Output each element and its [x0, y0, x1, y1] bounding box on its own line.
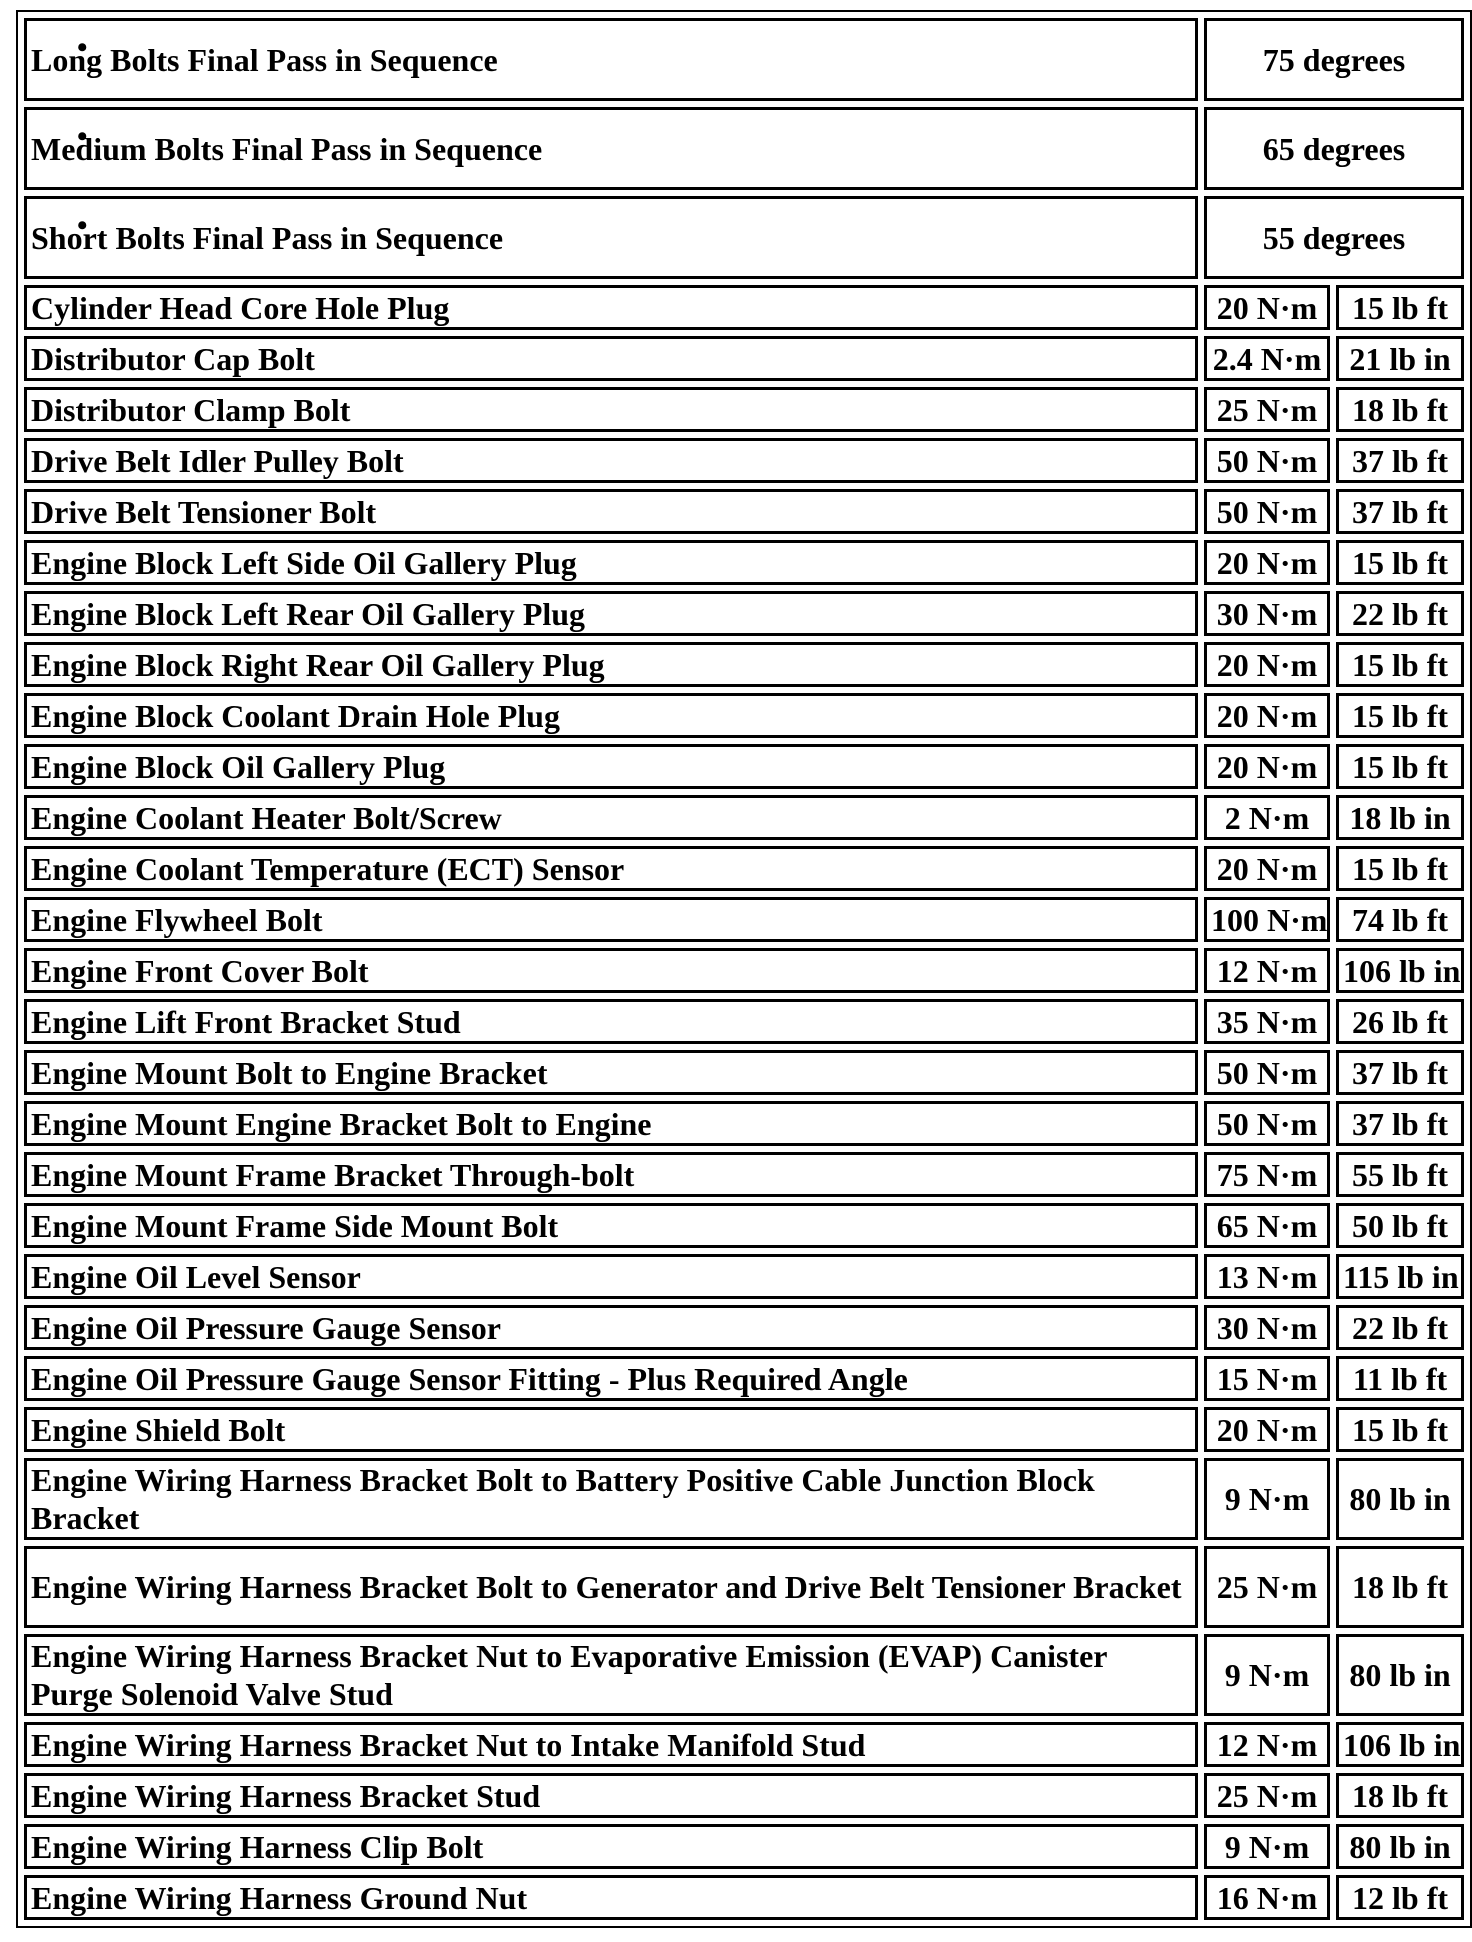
torque-spec-description: Engine Mount Frame Bracket Through-bolt: [24, 1152, 1198, 1197]
torque-spec-metric: 50 N·m: [1204, 438, 1330, 483]
torque-spec-metric: 25 N·m: [1204, 387, 1330, 432]
torque-spec-description: Engine Lift Front Bracket Stud: [24, 999, 1198, 1044]
torque-spec-row: [24, 489, 1464, 534]
torque-spec-row: [24, 795, 1464, 840]
torque-spec-metric: 30 N·m: [1204, 591, 1330, 636]
torque-spec-metric: 15 N·m: [1204, 1356, 1330, 1401]
torque-spec-metric: 13 N·m: [1204, 1254, 1330, 1299]
torque-spec-english: 18 lb ft: [1336, 1546, 1464, 1628]
torque-spec-row: [24, 693, 1464, 738]
torque-spec-metric: 20 N·m: [1204, 846, 1330, 891]
torque-spec-description: Engine Flywheel Bolt: [24, 897, 1198, 942]
angle-spec-value: 55 degrees: [1204, 196, 1464, 279]
torque-spec-english: 15 lb ft: [1336, 540, 1464, 585]
torque-spec-metric: 30 N·m: [1204, 1305, 1330, 1350]
torque-spec-row: [24, 1050, 1464, 1095]
angle-spec-description: • Short Bolts Final Pass in Sequence: [24, 196, 1198, 279]
torque-spec-description: Engine Wiring Harness Bracket Nut to Evaporative Emission (EVAP) Canister Purge Solenoid Valve Stud: [24, 1634, 1198, 1716]
torque-spec-english: 115 lb in: [1336, 1254, 1464, 1299]
torque-spec-row: [24, 285, 1464, 330]
torque-spec-description: Engine Wiring Harness Bracket Stud: [24, 1773, 1198, 1818]
torque-spec-description: Engine Wiring Harness Bracket Nut to Intake Manifold Stud: [24, 1722, 1198, 1767]
torque-spec-english: 55 lb ft: [1336, 1152, 1464, 1197]
torque-spec-english: 80 lb in: [1336, 1824, 1464, 1869]
torque-spec-metric: 9 N·m: [1204, 1634, 1330, 1716]
torque-specifications-table: [16, 10, 1472, 1928]
torque-spec-metric: 50 N·m: [1204, 1101, 1330, 1146]
torque-spec-metric: 20 N·m: [1204, 285, 1330, 330]
torque-spec-metric: 65 N·m: [1204, 1203, 1330, 1248]
torque-spec-metric: 9 N·m: [1204, 1824, 1330, 1869]
torque-spec-description: Engine Wiring Harness Bracket Bolt to Generator and Drive Belt Tensioner Bracket: [24, 1546, 1198, 1628]
torque-spec-description: Distributor Clamp Bolt: [24, 387, 1198, 432]
angle-spec-value: 65 degrees: [1204, 107, 1464, 190]
torque-spec-metric: 50 N·m: [1204, 1050, 1330, 1095]
torque-spec-english: 15 lb ft: [1336, 642, 1464, 687]
torque-spec-english: 15 lb ft: [1336, 285, 1464, 330]
torque-spec-english: 18 lb ft: [1336, 387, 1464, 432]
torque-spec-english: 37 lb ft: [1336, 1050, 1464, 1095]
torque-spec-description: Engine Oil Level Sensor: [24, 1254, 1198, 1299]
torque-spec-english: 18 lb in: [1336, 795, 1464, 840]
torque-spec-row: [24, 897, 1464, 942]
torque-spec-description: Engine Block Left Side Oil Gallery Plug: [24, 540, 1198, 585]
torque-spec-metric: 9 N·m: [1204, 1458, 1330, 1540]
angle-spec-value: 75 degrees: [1204, 18, 1464, 101]
torque-spec-row: [24, 1634, 1464, 1716]
torque-spec-metric: 25 N·m: [1204, 1546, 1330, 1628]
angle-spec-row: [24, 18, 1464, 101]
torque-spec-row: [24, 1407, 1464, 1452]
torque-spec-description: Engine Wiring Harness Clip Bolt: [24, 1824, 1198, 1869]
torque-spec-row: [24, 438, 1464, 483]
torque-spec-description: Engine Shield Bolt: [24, 1407, 1198, 1452]
torque-spec-row: [24, 1824, 1464, 1869]
torque-spec-english: 22 lb ft: [1336, 591, 1464, 636]
torque-spec-description: Engine Block Coolant Drain Hole Plug: [24, 693, 1198, 738]
torque-spec-metric: 100 N·m: [1204, 897, 1330, 942]
torque-spec-metric: 20 N·m: [1204, 693, 1330, 738]
torque-spec-description: Engine Front Cover Bolt: [24, 948, 1198, 993]
torque-spec-row: [24, 1546, 1464, 1628]
torque-table-body: [24, 18, 1464, 1920]
torque-spec-english: 106 lb in: [1336, 948, 1464, 993]
torque-spec-row: [24, 999, 1464, 1044]
torque-spec-metric: 35 N·m: [1204, 999, 1330, 1044]
torque-spec-description: Engine Mount Bolt to Engine Bracket: [24, 1050, 1198, 1095]
torque-spec-english: 26 lb ft: [1336, 999, 1464, 1044]
torque-spec-english: 80 lb in: [1336, 1458, 1464, 1540]
torque-spec-english: 12 lb ft: [1336, 1875, 1464, 1920]
torque-spec-description: Engine Oil Pressure Gauge Sensor: [24, 1305, 1198, 1350]
torque-spec-description: Engine Oil Pressure Gauge Sensor Fitting - Plus Required Angle: [24, 1356, 1198, 1401]
torque-spec-description: Cylinder Head Core Hole Plug: [24, 285, 1198, 330]
torque-spec-metric: 20 N·m: [1204, 1407, 1330, 1452]
angle-spec-row: [24, 107, 1464, 190]
torque-spec-english: 18 lb ft: [1336, 1773, 1464, 1818]
torque-spec-row: [24, 336, 1464, 381]
torque-spec-metric: 75 N·m: [1204, 1152, 1330, 1197]
torque-spec-metric: 2 N·m: [1204, 795, 1330, 840]
torque-spec-description: Engine Coolant Heater Bolt/Screw: [24, 795, 1198, 840]
torque-spec-description: Distributor Cap Bolt: [24, 336, 1198, 381]
torque-spec-row: [24, 948, 1464, 993]
angle-spec-description: • Medium Bolts Final Pass in Sequence: [24, 107, 1198, 190]
torque-spec-description: Engine Wiring Harness Ground Nut: [24, 1875, 1198, 1920]
torque-spec-metric: 20 N·m: [1204, 744, 1330, 789]
torque-spec-row: [24, 1203, 1464, 1248]
torque-spec-metric: 50 N·m: [1204, 489, 1330, 534]
torque-spec-row: [24, 1101, 1464, 1146]
torque-spec-metric: 20 N·m: [1204, 642, 1330, 687]
torque-spec-metric: 12 N·m: [1204, 948, 1330, 993]
torque-spec-english: 37 lb ft: [1336, 438, 1464, 483]
torque-spec-metric: 2.4 N·m: [1204, 336, 1330, 381]
torque-spec-row: [24, 540, 1464, 585]
torque-spec-row: [24, 1722, 1464, 1767]
torque-spec-description: Engine Mount Frame Side Mount Bolt: [24, 1203, 1198, 1248]
torque-spec-row: [24, 846, 1464, 891]
torque-spec-description: Engine Mount Engine Bracket Bolt to Engine: [24, 1101, 1198, 1146]
torque-spec-description: Engine Block Oil Gallery Plug: [24, 744, 1198, 789]
torque-spec-english: 11 lb ft: [1336, 1356, 1464, 1401]
torque-spec-description: Engine Coolant Temperature (ECT) Sensor: [24, 846, 1198, 891]
torque-spec-english: 15 lb ft: [1336, 1407, 1464, 1452]
torque-spec-metric: 20 N·m: [1204, 540, 1330, 585]
torque-spec-row: [24, 1254, 1464, 1299]
torque-spec-row: [24, 591, 1464, 636]
torque-spec-description: Engine Block Right Rear Oil Gallery Plug: [24, 642, 1198, 687]
torque-spec-english: 21 lb in: [1336, 336, 1464, 381]
torque-spec-row: [24, 1305, 1464, 1350]
angle-spec-row: [24, 196, 1464, 279]
torque-spec-metric: 25 N·m: [1204, 1773, 1330, 1818]
torque-spec-row: [24, 642, 1464, 687]
torque-spec-english: 80 lb in: [1336, 1634, 1464, 1716]
torque-spec-english: 22 lb ft: [1336, 1305, 1464, 1350]
torque-spec-row: [24, 1458, 1464, 1540]
torque-spec-description: Engine Block Left Rear Oil Gallery Plug: [24, 591, 1198, 636]
torque-spec-metric: 12 N·m: [1204, 1722, 1330, 1767]
torque-spec-row: [24, 1356, 1464, 1401]
torque-spec-row: [24, 1152, 1464, 1197]
angle-spec-description: • Long Bolts Final Pass in Sequence: [24, 18, 1198, 101]
torque-spec-english: 50 lb ft: [1336, 1203, 1464, 1248]
torque-spec-english: 15 lb ft: [1336, 846, 1464, 891]
torque-spec-english: 37 lb ft: [1336, 489, 1464, 534]
torque-spec-row: [24, 744, 1464, 789]
torque-spec-row: [24, 1875, 1464, 1920]
torque-spec-row: [24, 1773, 1464, 1818]
torque-spec-english: 15 lb ft: [1336, 693, 1464, 738]
torque-spec-english: 37 lb ft: [1336, 1101, 1464, 1146]
torque-spec-description: Engine Wiring Harness Bracket Bolt to Battery Positive Cable Junction Block Bracket: [24, 1458, 1198, 1540]
torque-spec-english: 106 lb in: [1336, 1722, 1464, 1767]
torque-spec-description: Drive Belt Idler Pulley Bolt: [24, 438, 1198, 483]
torque-spec-english: 74 lb ft: [1336, 897, 1464, 942]
torque-spec-description: Drive Belt Tensioner Bolt: [24, 489, 1198, 534]
torque-spec-metric: 16 N·m: [1204, 1875, 1330, 1920]
torque-spec-row: [24, 387, 1464, 432]
torque-spec-english: 15 lb ft: [1336, 744, 1464, 789]
